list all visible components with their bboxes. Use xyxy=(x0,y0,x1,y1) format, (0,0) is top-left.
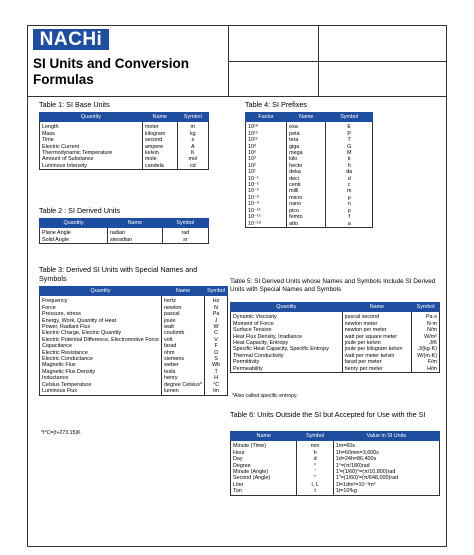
table-cell: A xyxy=(177,144,208,150)
table-cell: Luminous Intensity xyxy=(40,163,143,170)
table-cell: sr xyxy=(162,237,208,244)
table-cell: Pressure, stress xyxy=(40,311,162,317)
table-cell: h xyxy=(326,163,373,169)
si-derived-units-table xyxy=(39,218,209,244)
table-cell: Plane Angle xyxy=(40,228,108,237)
table5-caption: Table 5: SI Derived Units whose Names and Symbols Include SI Derived Units with Special Names and Symbols xyxy=(230,278,436,293)
table-cell: watt per meter kelvin xyxy=(342,353,412,359)
table-cell: Pa·s xyxy=(412,312,440,321)
table-cell: Energy, Work, Quantity of Heat xyxy=(40,318,162,324)
table-cell: Permeability xyxy=(231,366,343,373)
table-cell: atto xyxy=(287,221,326,228)
table-cell: f xyxy=(326,214,373,220)
table-cell: ohm xyxy=(162,350,205,356)
table-cell: k xyxy=(326,156,373,162)
table-row xyxy=(40,228,209,237)
table-cell: 10⁻¹ xyxy=(246,176,287,182)
table3-caption: Table 3: Derived SI Units with Special Names and Symbols xyxy=(39,265,198,283)
table-cell: m xyxy=(326,188,373,194)
table-cell: Ton xyxy=(231,488,297,495)
table-cell: Day xyxy=(231,456,297,462)
table-cell: °C xyxy=(205,382,228,388)
si-prefixes-table xyxy=(245,112,373,228)
document-page xyxy=(27,25,447,547)
table-cell: 10⁻² xyxy=(246,182,287,188)
table-cell: joule per kelvin xyxy=(342,340,412,346)
table-cell: mega xyxy=(287,150,326,156)
table-cell: Second (Angle) xyxy=(231,475,297,481)
table-cell: 10⁻¹⁵ xyxy=(246,214,287,220)
table-cell: 1t=10³kg xyxy=(333,488,439,495)
table-cell: kilogram xyxy=(142,131,177,137)
table-cell: Degree xyxy=(231,463,297,469)
table-cell: 10¹ xyxy=(246,169,287,175)
table-cell: H/m xyxy=(412,366,440,373)
header-row xyxy=(231,432,440,441)
table-cell: Luminous Flux xyxy=(40,388,162,395)
column-header: Quantity xyxy=(231,303,343,312)
table-cell: Permittivity xyxy=(231,359,343,365)
table-cell: S xyxy=(205,356,228,362)
table-row xyxy=(40,237,209,244)
table-cell: Hz xyxy=(205,296,228,305)
table-cell: Dynamic Viscosity xyxy=(231,312,343,321)
table1-caption: Table 1: SI Base Units xyxy=(39,100,110,109)
table-cell: F xyxy=(205,343,228,349)
table-cell: 10⁹ xyxy=(246,144,287,150)
table-cell: W/(m·K) xyxy=(412,353,440,359)
table-cell: peta xyxy=(287,131,326,137)
table-cell: a xyxy=(326,221,373,228)
table-cell: V xyxy=(205,337,228,343)
table-cell: N·m xyxy=(412,321,440,327)
column-header: Quantity xyxy=(40,219,108,228)
table-cell: newton meter xyxy=(342,321,412,327)
table-cell: pascal second xyxy=(342,312,412,321)
table-cell: volt xyxy=(162,337,205,343)
table-cell: newton xyxy=(162,305,205,311)
nachi-logo: NACHi xyxy=(33,29,109,50)
table-cell: 1'=(1/60)°=(π/10,800)rad xyxy=(333,469,439,475)
table-cell: Electric Conductance xyxy=(40,356,162,362)
table-cell: N xyxy=(205,305,228,311)
column-header: Symbol xyxy=(297,432,333,441)
table-cell: henry xyxy=(162,375,205,381)
table-cell: 1d=24h=86,400s xyxy=(333,456,439,462)
table-cell: H xyxy=(205,375,228,381)
column-header: Name xyxy=(108,219,163,228)
table-cell: Force xyxy=(40,305,162,311)
table-cell: min xyxy=(297,441,333,450)
table-cell: Magnetic Flux Density xyxy=(40,369,162,375)
table-cell: l, L xyxy=(297,482,333,488)
table-cell: Capacitance xyxy=(40,343,162,349)
table-cell: Power, Radiant Flux xyxy=(40,324,162,330)
table-cell: Surface Tension xyxy=(231,327,343,333)
header-row xyxy=(40,219,209,228)
table-cell: 10¹² xyxy=(246,137,287,143)
table-cell: watt per square meter xyxy=(342,334,412,340)
table-cell: 10⁻¹⁸ xyxy=(246,221,287,228)
header-box-2 xyxy=(318,26,447,96)
column-header: Name xyxy=(142,113,177,122)
table-cell: pascal xyxy=(162,311,205,317)
table-cell: mole xyxy=(142,156,177,162)
table-cell: E xyxy=(326,122,373,131)
column-header: Quantity xyxy=(40,287,162,296)
table-cell: K xyxy=(177,150,208,156)
column-header: Symbol xyxy=(205,287,228,296)
table-cell: kelvin xyxy=(142,150,177,156)
table-cell: n xyxy=(326,201,373,207)
table-cell: Wb xyxy=(205,362,228,368)
table-cell: 1h=60min=3,600s xyxy=(333,450,439,456)
table-cell: Electric Charge, Electric Quantity xyxy=(40,330,162,336)
table-cell: 10⁻⁹ xyxy=(246,201,287,207)
table-cell: N/m xyxy=(412,327,440,333)
table-row xyxy=(231,366,440,373)
table-cell: Heat Capacity, Entropy xyxy=(231,340,343,346)
table-cell: Electric Current xyxy=(40,144,143,150)
table-cell: nano xyxy=(287,201,326,207)
table-cell: degree Celsius* xyxy=(162,382,205,388)
table-cell: radian xyxy=(108,228,163,237)
table-cell: 1m=60s xyxy=(333,441,439,450)
table-cell: t xyxy=(297,488,333,495)
table-cell: 1l=1dm³=10⁻³m³ xyxy=(333,482,439,488)
table6-caption: Table 6: Units Outside the SI but Accepted for Use with the SI xyxy=(230,410,426,419)
table-cell: J xyxy=(205,318,228,324)
table-cell: Thermodynamic Temperature xyxy=(40,150,143,156)
table-cell: P xyxy=(326,131,373,137)
table-cell: 10¹⁸ xyxy=(246,122,287,131)
table-cell: farad per meter xyxy=(342,359,412,365)
table-cell: joule per kilogram kelvin xyxy=(342,346,412,352)
table-cell: watt xyxy=(162,324,205,330)
table-cell: deka xyxy=(287,169,326,175)
table-cell: ' xyxy=(297,469,333,475)
table-cell: milli xyxy=(287,188,326,194)
table-cell: 1°=(π/180)rad xyxy=(333,463,439,469)
table-row xyxy=(246,122,373,131)
table-cell: 10¹⁵ xyxy=(246,131,287,137)
table-cell: candela xyxy=(142,163,177,170)
table-cell: meter xyxy=(142,122,177,131)
table-cell: W xyxy=(205,324,228,330)
table-cell: Length xyxy=(40,122,143,131)
header-row xyxy=(40,287,228,296)
table-cell: henry per meter xyxy=(342,366,412,373)
si-base-units-table xyxy=(39,112,209,170)
table-cell: m xyxy=(177,122,208,131)
table-cell: Magnetic Flux xyxy=(40,362,162,368)
table-cell: exa xyxy=(287,122,326,131)
special-derived-units-table xyxy=(39,286,228,396)
table-cell: Minute (Time) xyxy=(231,441,297,450)
table-cell: F/m xyxy=(412,359,440,365)
table-cell: kilo xyxy=(287,156,326,162)
table-row xyxy=(231,441,440,450)
column-header: Name xyxy=(287,113,326,122)
table-cell: weber xyxy=(162,362,205,368)
table-cell: da xyxy=(326,169,373,175)
table-cell: s xyxy=(177,137,208,143)
table-cell: hecto xyxy=(287,163,326,169)
table-cell: micro xyxy=(287,195,326,201)
table-cell: T xyxy=(205,369,228,375)
table-cell: T xyxy=(326,137,373,143)
table-cell: mol xyxy=(177,156,208,162)
table-cell: Amount of Substance xyxy=(40,156,143,162)
table-cell: kg xyxy=(177,131,208,137)
table-cell: J/K xyxy=(412,340,440,346)
table-cell: Mass xyxy=(40,131,143,137)
column-header: Name xyxy=(231,432,297,441)
table-cell: 10⁶ xyxy=(246,150,287,156)
accepted-units-table xyxy=(230,431,440,496)
table-cell: Solid Angle xyxy=(40,237,108,244)
column-header: Symbol xyxy=(412,303,440,312)
table-cell: Pa xyxy=(205,311,228,317)
table-cell: J/(kg·K) xyxy=(412,346,440,352)
page-title: SI Units and Conversion Formulas xyxy=(33,56,190,87)
table-row xyxy=(231,488,440,495)
table-cell: " xyxy=(297,475,333,481)
table-cell: hertz xyxy=(162,296,205,305)
table-row xyxy=(40,163,209,170)
table-cell: rad xyxy=(162,228,208,237)
table-row xyxy=(40,388,228,395)
table-cell: Minute (Angle) xyxy=(231,469,297,475)
table-cell: ampere xyxy=(142,144,177,150)
table-cell: Liter xyxy=(231,482,297,488)
table-cell: Electric Potential Difference, Electromotive Force xyxy=(40,337,162,343)
header-row xyxy=(231,303,440,312)
header-row xyxy=(40,113,209,122)
column-header: Name xyxy=(162,287,205,296)
table-cell: Inductance xyxy=(40,375,162,381)
table-cell: 10² xyxy=(246,163,287,169)
table-cell: 1"=(1/60)'=(π/648,000)rad xyxy=(333,475,439,481)
table-cell: tera xyxy=(287,137,326,143)
table-cell: newton per meter xyxy=(342,327,412,333)
table-cell: femto xyxy=(287,214,326,220)
table-cell: centi xyxy=(287,182,326,188)
table-cell: farad xyxy=(162,343,205,349)
table-cell: G xyxy=(326,144,373,150)
table-row xyxy=(40,122,209,131)
column-header: Factor xyxy=(246,113,287,122)
compound-derived-units-table xyxy=(230,302,440,373)
table-cell: lm xyxy=(205,388,228,395)
table-cell: M xyxy=(326,150,373,156)
table-row xyxy=(246,221,373,228)
table2-caption: Table 2 : SI Derived Units xyxy=(39,206,121,215)
table-cell: Frequency xyxy=(40,296,162,305)
table-cell: c xyxy=(326,182,373,188)
table-cell: Electric Resistance xyxy=(40,350,162,356)
table4-caption: Table 4: SI Prefixes xyxy=(245,100,307,109)
table-cell: 10⁻¹² xyxy=(246,208,287,214)
table-cell: Heat Flux Density, Irradiance xyxy=(231,334,343,340)
table-cell: Moment of Force xyxy=(231,321,343,327)
table-cell: Time xyxy=(40,137,143,143)
column-header: Symbol xyxy=(162,219,208,228)
table-cell: h xyxy=(297,450,333,456)
column-header: Quantity xyxy=(40,113,143,122)
header-row xyxy=(246,113,373,122)
header-box-1 xyxy=(228,26,319,96)
table-cell: pico xyxy=(287,208,326,214)
page-header xyxy=(28,26,446,97)
table-cell: lumen xyxy=(162,388,205,395)
table-cell: p xyxy=(326,208,373,214)
table-cell: Specific Heat Capacity, Specific Entropy xyxy=(231,346,343,352)
table-cell: Hour xyxy=(231,450,297,456)
table-cell: second xyxy=(142,137,177,143)
table-cell: Ω xyxy=(205,350,228,356)
table-cell: d xyxy=(326,176,373,182)
table-cell: 10⁻³ xyxy=(246,188,287,194)
table3-note: *t°C=(t+273.15)K xyxy=(41,430,81,436)
table-cell: 10⁻⁶ xyxy=(246,195,287,201)
table5-note: *Also called specific entropy. xyxy=(232,393,298,399)
table-row xyxy=(231,312,440,321)
table-cell: deci xyxy=(287,176,326,182)
table-cell: steradian xyxy=(108,237,163,244)
table-cell: d xyxy=(297,456,333,462)
table-cell: Thermal Conductivity xyxy=(231,353,343,359)
table-cell: 10³ xyxy=(246,156,287,162)
column-header: Symbol xyxy=(177,113,208,122)
table-cell: μ xyxy=(326,195,373,201)
table-cell: Celsius Temperature xyxy=(40,382,162,388)
table-cell: C xyxy=(205,330,228,336)
table-cell: W/m² xyxy=(412,334,440,340)
table-cell: tesla xyxy=(162,369,205,375)
table-cell: siemens xyxy=(162,356,205,362)
table-cell: joule xyxy=(162,318,205,324)
table-cell: giga xyxy=(287,144,326,150)
column-header: Value in SI Units xyxy=(333,432,439,441)
table-cell: ° xyxy=(297,463,333,469)
column-header: Symbol xyxy=(326,113,373,122)
table-cell: coulomb xyxy=(162,330,205,336)
table-cell: cd xyxy=(177,163,208,170)
column-header: Name xyxy=(342,303,412,312)
table-row xyxy=(40,296,228,305)
